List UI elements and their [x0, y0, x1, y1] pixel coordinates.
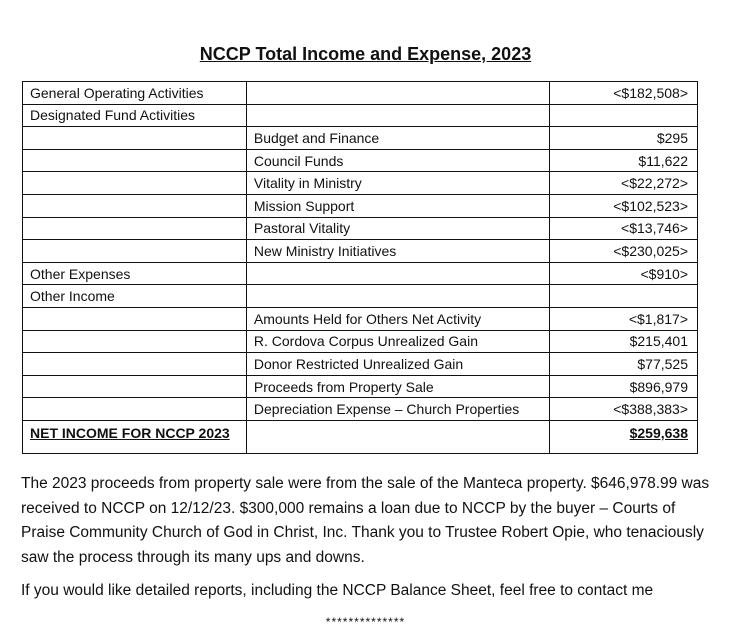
net-income-amount-text: $259,638 [629, 424, 688, 441]
amount-cell: $215,401 [549, 330, 697, 353]
category-cell [23, 307, 247, 330]
table-row [23, 149, 698, 172]
table-row [23, 194, 698, 217]
amount-cell: <$22,272> [549, 172, 697, 195]
item-cell: Council Funds [246, 149, 549, 172]
item-cell [246, 82, 549, 105]
category-cell [23, 194, 247, 217]
table-row [23, 307, 698, 330]
document-title: NCCP Total Income and Expense, 2023 [199, 44, 532, 64]
item-cell [246, 104, 549, 127]
category-cell [23, 127, 247, 150]
amount-cell [549, 104, 697, 127]
amount-cell: <$230,025> [549, 240, 697, 263]
table-row [23, 353, 698, 376]
table-row [23, 82, 698, 105]
category-cell [23, 330, 247, 353]
contact-note: If you would like detailed reports, including the NCCP Balance Sheet, feel free to contact me [21, 582, 654, 599]
amount-cell: $11,622 [549, 149, 697, 172]
table-row [23, 217, 698, 240]
category-cell [23, 240, 247, 263]
amount-cell: <$13,746> [549, 217, 697, 240]
item-cell: Proceeds from Property Sale [246, 375, 549, 398]
category-cell [23, 172, 247, 195]
category-cell [23, 217, 247, 240]
item-cell [246, 285, 549, 308]
category-cell: Other Income [23, 285, 247, 308]
category-cell: Designated Fund Activities [23, 104, 247, 127]
item-cell: Pastoral Vitality [246, 217, 549, 240]
amount-cell: <$1,817> [549, 307, 697, 330]
property-sale-note: The 2023 proceeds from property sale were from the sale of the Manteca property. $646,978.99 was received to NCCP on 12/12/23. $300,000 remains a loan due to NCCP by the buyer – Courts of Praise Community Church of God in Christ, Inc. Thank you to Trustee Robert Opie, who tenaciously saw the process through its many ups and downs. [21, 475, 710, 566]
item-cell: Depreciation Expense – Church Properties [246, 398, 549, 421]
category-cell [23, 375, 247, 398]
category-cell [23, 353, 247, 376]
item-cell: New Ministry Initiatives [246, 240, 549, 263]
item-cell: Amounts Held for Others Net Activity [246, 307, 549, 330]
amount-cell [549, 285, 697, 308]
table-row [23, 398, 698, 421]
item-cell: R. Cordova Corpus Unrealized Gain [246, 330, 549, 353]
table-row [23, 375, 698, 398]
item-cell: Budget and Finance [246, 127, 549, 150]
category-cell [23, 398, 247, 421]
amount-cell: $896,979 [549, 375, 697, 398]
item-cell: Donor Restricted Unrealized Gain [246, 353, 549, 376]
table-row [23, 330, 698, 353]
income-expense-table [22, 81, 698, 454]
net-income-label-text: NET INCOME FOR NCCP 2023 [30, 424, 230, 441]
amount-cell: $77,525 [549, 353, 697, 376]
table-row [23, 262, 698, 285]
net-income-amount [549, 420, 697, 453]
amount-cell: <$102,523> [549, 194, 697, 217]
net-income-empty-cell [246, 420, 549, 453]
category-cell: General Operating Activities [23, 82, 247, 105]
amount-cell: $295 [549, 127, 697, 150]
category-cell: Other Expenses [23, 262, 247, 285]
amount-cell: <$182,508> [549, 82, 697, 105]
item-cell [246, 262, 549, 285]
table-row [23, 285, 698, 308]
item-cell: Vitality in Ministry [246, 172, 549, 195]
net-income-row [23, 420, 698, 453]
table-row [23, 172, 698, 195]
category-cell [23, 149, 247, 172]
amount-cell: <$910> [549, 262, 697, 285]
amount-cell: <$388,383> [549, 398, 697, 421]
separator-asterisks: ************** [325, 615, 406, 629]
table-row [23, 127, 698, 150]
item-cell: Mission Support [246, 194, 549, 217]
net-income-label [23, 420, 247, 453]
table-row [23, 104, 698, 127]
table-row [23, 240, 698, 263]
